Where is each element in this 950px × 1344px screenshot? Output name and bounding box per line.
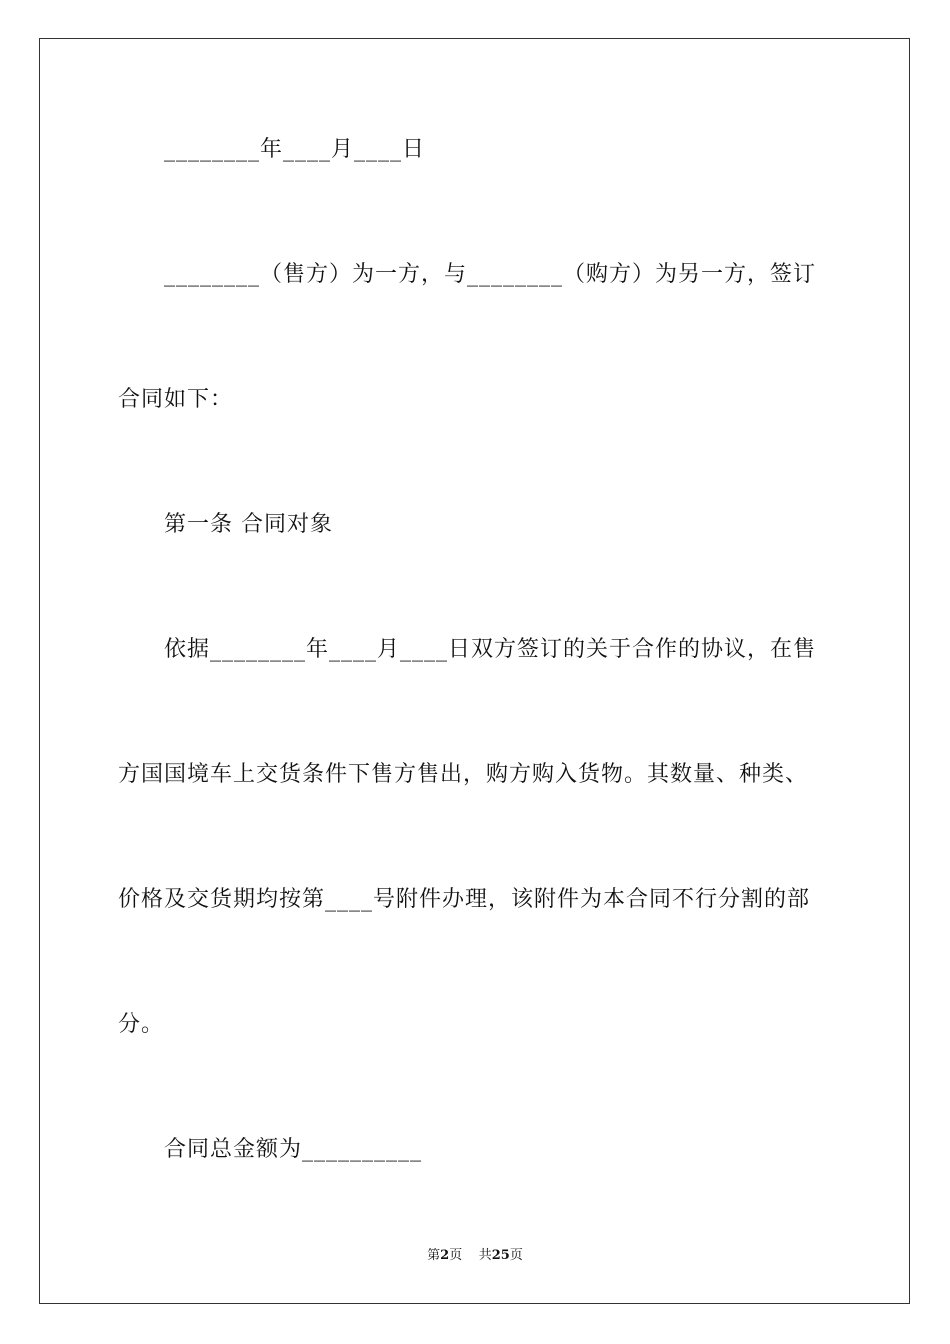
article-paragraph-line-2: 方国国境车上交货条件下售方售出，购方购入货物。其数量、种类、 bbox=[118, 762, 809, 787]
article-heading: 第一条 合同对象 bbox=[118, 512, 333, 537]
total-suffix: 页 bbox=[509, 1248, 523, 1263]
total-prefix: 共 bbox=[478, 1248, 492, 1263]
page-number: 2 bbox=[440, 1248, 450, 1263]
page-prefix: 第 bbox=[427, 1248, 441, 1263]
date-line: ________年____月____日 bbox=[118, 137, 426, 162]
page-suffix: 页 bbox=[449, 1248, 463, 1263]
total-pages: 25 bbox=[491, 1248, 510, 1263]
page-border bbox=[39, 38, 910, 1304]
parties-line: ________（售方）为一方，与________（购方）为另一方，签订 bbox=[118, 262, 817, 287]
page-footer bbox=[0, 1247, 950, 1265]
article-paragraph-line-1: 依据________年____月____日双方签订的关于合作的协议，在售 bbox=[118, 637, 817, 662]
article-paragraph-line-4: 分。 bbox=[118, 1012, 165, 1037]
agreement-intro: 合同如下： bbox=[118, 387, 234, 412]
article-paragraph-line-3: 价格及交货期均按第____号附件办理，该附件为本合同不行分割的部 bbox=[118, 887, 811, 912]
contract-amount-line: 合同总金额为__________ bbox=[118, 1137, 423, 1162]
